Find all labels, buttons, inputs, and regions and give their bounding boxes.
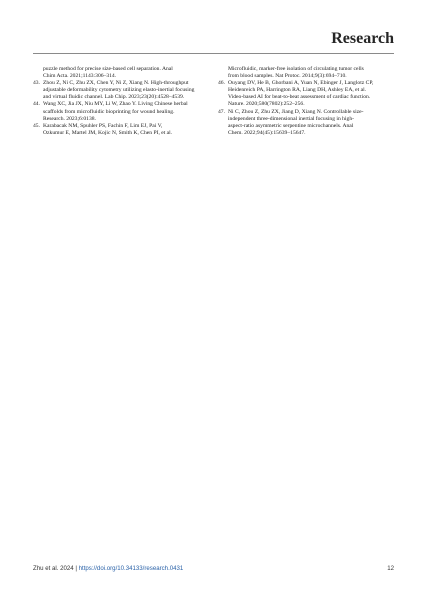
reference-item-47: [218, 109, 392, 137]
reference-continuation: [218, 66, 392, 80]
journal-title: Research: [331, 30, 394, 47]
reference-text: Ni C, Zhou Z, Zhu ZX, Jiang D, Xiang N. Controllable size- independent three-dimensional inertial focusing in high- aspect-ratio asymmetric serpentine microchannels. Anal Chem. 2022;94(45):15639–15647.: [228, 108, 364, 136]
citation-text: Zhu et al. 2024 |: [33, 565, 77, 572]
reference-text: Karabacak NM, Spuhler PS, Fachin F, Lim EJ, Pai V, Ozkumur E, Martel JM, Kojic N, Smith K, Chen PI, et al.: [43, 122, 173, 136]
reference-text: puzzle method for precise size-based cell separation. Anal Chim Acta. 2021;1143:306–314.: [43, 66, 173, 80]
reference-number: 43.: [33, 80, 40, 87]
header-divider: [33, 53, 394, 54]
footer-citation: [33, 565, 183, 572]
reference-item-43: [33, 80, 207, 101]
reference-item-45: [33, 123, 207, 137]
reference-continuation: [33, 66, 207, 80]
reference-text: Microfluidic, marker-free isolation of circulating tumor cells from blood samples. Nat Protoc. 2014;9(3):694–710.: [228, 66, 364, 80]
reference-number: 45.: [33, 122, 40, 129]
reference-text: Zhou Z, Ni C, Zhu ZX, Chen Y, Ni Z, Xiang N. High-throughput adjustable deformability cytometry utilizing elasto-inertial focusing and virtual fluidic channel. Lab Chip. 2023;23(20):4528–4539.: [43, 80, 195, 101]
page-number: 12: [387, 565, 394, 572]
reference-item-46: [218, 80, 392, 108]
references-column-right: [218, 66, 392, 137]
references-column-left: [33, 66, 207, 137]
reference-number: 46.: [218, 80, 225, 87]
reference-number: 47.: [218, 108, 225, 115]
reference-number: 44.: [33, 101, 40, 108]
reference-text: Wang XC, Jia JX, Niu MY, Li W, Zhao Y. Living Chinese herbal scaffolds from microfluidic bioprinting for wound healing. Research. 2023;6:0138.: [43, 101, 188, 122]
reference-item-44: [33, 101, 207, 122]
doi-link[interactable]: https://doi.org/10.34133/research.0431: [78, 565, 184, 572]
reference-text: Ouyang DV, He B, Ghorbani A, Yuan N, Ebinger J, Langlotz CP, Heidenreich PA, Harrington RA, Liang DH, Ashley EA, et al. Video-based AI for beat-to-beat assessment of cardiac function. Nature. 2020;580(7802):252–256.: [228, 80, 374, 108]
